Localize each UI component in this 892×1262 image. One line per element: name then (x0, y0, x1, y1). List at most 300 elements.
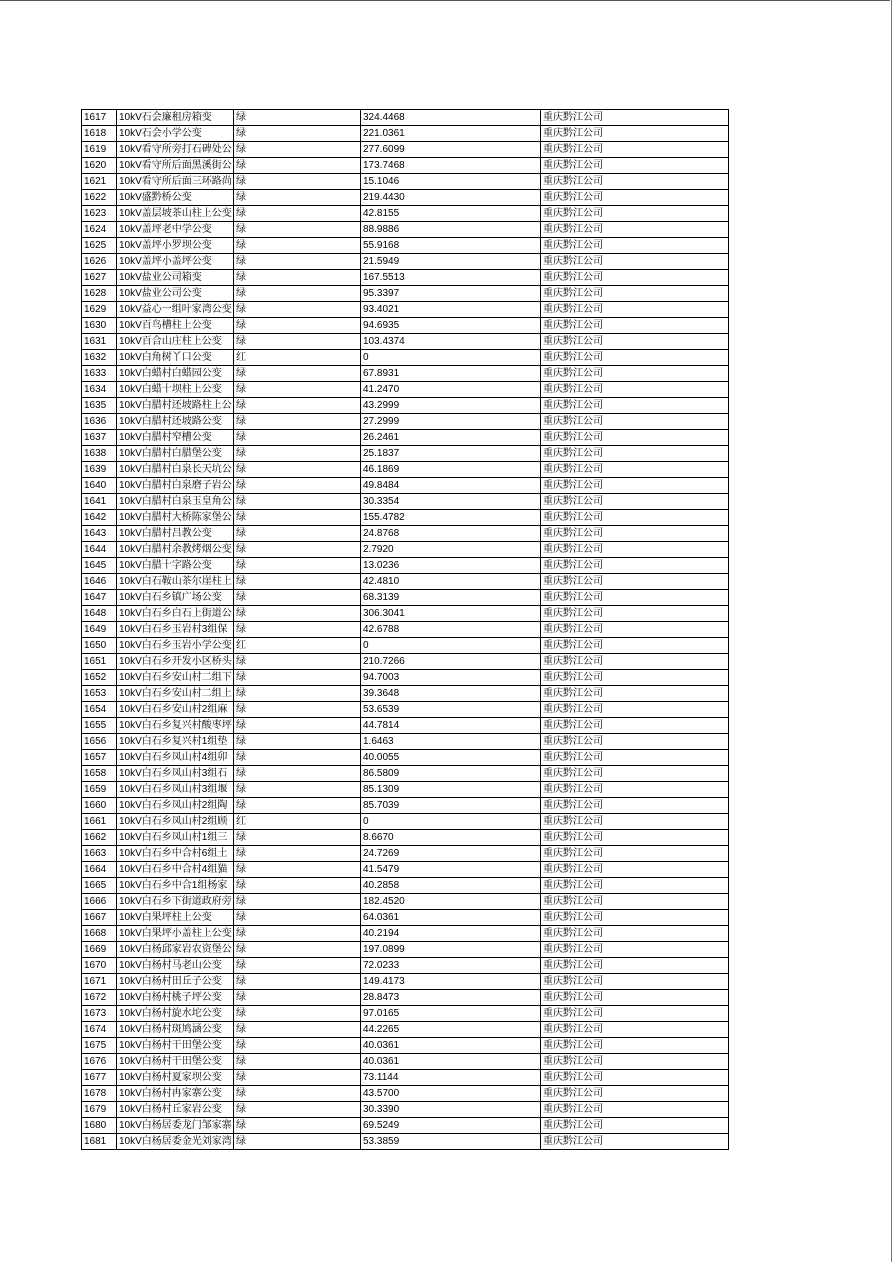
table-row (82, 1102, 729, 1118)
table-row (82, 318, 729, 334)
table-row (82, 718, 729, 734)
table-row (82, 606, 729, 622)
status-color-cell: 绿 (234, 542, 361, 558)
value-cell: 219.4430 (361, 190, 541, 206)
status-color-cell: 绿 (234, 654, 361, 670)
status-color-cell: 绿 (234, 366, 361, 382)
transformer-name-cell: 10kV白杨邱家岩农资堡公 (117, 942, 234, 958)
table-row (82, 766, 729, 782)
table-row (82, 302, 729, 318)
table-row (82, 494, 729, 510)
row-number-cell: 1660 (82, 798, 117, 814)
status-color-cell: 绿 (234, 926, 361, 942)
row-number-cell: 1621 (82, 174, 117, 190)
row-number-cell: 1649 (82, 622, 117, 638)
status-color-cell: 绿 (234, 846, 361, 862)
company-cell: 重庆黔江公司 (541, 142, 729, 158)
company-cell: 重庆黔江公司 (541, 526, 729, 542)
row-number-cell: 1657 (82, 750, 117, 766)
table-row (82, 670, 729, 686)
table-row (82, 654, 729, 670)
table-row (82, 862, 729, 878)
transformer-name-cell: 10kV白杨村夏家坝公变 (117, 1070, 234, 1086)
row-number-cell: 1667 (82, 910, 117, 926)
table-row (82, 334, 729, 350)
table-row (82, 1022, 729, 1038)
status-color-cell: 绿 (234, 750, 361, 766)
transformer-name-cell: 10kV看守所后面黑溪街公 (117, 158, 234, 174)
company-cell: 重庆黔江公司 (541, 366, 729, 382)
status-color-cell: 绿 (234, 398, 361, 414)
table-row (82, 382, 729, 398)
status-color-cell: 绿 (234, 414, 361, 430)
status-color-cell: 绿 (234, 910, 361, 926)
company-cell: 重庆黔江公司 (541, 462, 729, 478)
row-number-cell: 1681 (82, 1134, 117, 1150)
table-row (82, 446, 729, 462)
company-cell: 重庆黔江公司 (541, 334, 729, 350)
row-number-cell: 1624 (82, 222, 117, 238)
table-row (82, 526, 729, 542)
company-cell: 重庆黔江公司 (541, 606, 729, 622)
company-cell: 重庆黔江公司 (541, 1022, 729, 1038)
status-color-cell: 绿 (234, 286, 361, 302)
row-number-cell: 1655 (82, 718, 117, 734)
table-row (82, 638, 729, 654)
table-row (82, 206, 729, 222)
company-cell: 重庆黔江公司 (541, 558, 729, 574)
company-cell: 重庆黔江公司 (541, 1134, 729, 1150)
value-cell: 43.5700 (361, 1086, 541, 1102)
company-cell: 重庆黔江公司 (541, 830, 729, 846)
company-cell: 重庆黔江公司 (541, 494, 729, 510)
row-number-cell: 1629 (82, 302, 117, 318)
value-cell: 42.8155 (361, 206, 541, 222)
company-cell: 重庆黔江公司 (541, 318, 729, 334)
company-cell: 重庆黔江公司 (541, 286, 729, 302)
value-cell: 15.1046 (361, 174, 541, 190)
value-cell: 24.8768 (361, 526, 541, 542)
status-color-cell: 绿 (234, 798, 361, 814)
row-number-cell: 1661 (82, 814, 117, 830)
status-color-cell: 绿 (234, 590, 361, 606)
value-cell: 167.5513 (361, 270, 541, 286)
company-cell: 重庆黔江公司 (541, 974, 729, 990)
table-row (82, 926, 729, 942)
table-row (82, 462, 729, 478)
transformer-name-cell: 10kV白石乡凤山村3组堰 (117, 782, 234, 798)
company-cell: 重庆黔江公司 (541, 926, 729, 942)
value-cell: 324.4468 (361, 110, 541, 126)
table-row (82, 1134, 729, 1150)
row-number-cell: 1651 (82, 654, 117, 670)
status-color-cell: 绿 (234, 1134, 361, 1150)
transformer-name-cell: 10kV白腊村还坡路公变 (117, 414, 234, 430)
company-cell: 重庆黔江公司 (541, 446, 729, 462)
value-cell: 55.9168 (361, 238, 541, 254)
value-cell: 72.0233 (361, 958, 541, 974)
table-row (82, 590, 729, 606)
table-row (82, 574, 729, 590)
row-number-cell: 1632 (82, 350, 117, 366)
row-number-cell: 1627 (82, 270, 117, 286)
table-row (82, 398, 729, 414)
transformer-name-cell: 10kV白石乡凤山村3组石 (117, 766, 234, 782)
transformer-name-cell: 10kV白石乡安山村二组上 (117, 686, 234, 702)
transformer-name-cell: 10kV白腊村白腊堡公变 (117, 446, 234, 462)
status-color-cell: 绿 (234, 446, 361, 462)
transformer-name-cell: 10kV白石乡中合村6组土 (117, 846, 234, 862)
transformer-name-cell: 10kV白腊村窄槽公变 (117, 430, 234, 446)
row-number-cell: 1635 (82, 398, 117, 414)
value-cell: 306.3041 (361, 606, 541, 622)
status-color-cell: 绿 (234, 110, 361, 126)
company-cell: 重庆黔江公司 (541, 238, 729, 254)
status-color-cell: 绿 (234, 1006, 361, 1022)
row-number-cell: 1644 (82, 542, 117, 558)
table-row (82, 686, 729, 702)
row-number-cell: 1647 (82, 590, 117, 606)
value-cell: 149.4173 (361, 974, 541, 990)
value-cell: 210.7266 (361, 654, 541, 670)
company-cell: 重庆黔江公司 (541, 382, 729, 398)
row-number-cell: 1639 (82, 462, 117, 478)
value-cell: 1.6463 (361, 734, 541, 750)
data-table (81, 109, 729, 1150)
row-number-cell: 1645 (82, 558, 117, 574)
company-cell: 重庆黔江公司 (541, 302, 729, 318)
value-cell: 69.5249 (361, 1118, 541, 1134)
company-cell: 重庆黔江公司 (541, 510, 729, 526)
value-cell: 64.0361 (361, 910, 541, 926)
table-row (82, 430, 729, 446)
transformer-name-cell: 10kV白石乡下街道政府旁 (117, 894, 234, 910)
row-number-cell: 1679 (82, 1102, 117, 1118)
table-row (82, 366, 729, 382)
table-row (82, 190, 729, 206)
transformer-name-cell: 10kV白石乡白石上街道公 (117, 606, 234, 622)
transformer-name-cell: 10kV白杨村马老山公变 (117, 958, 234, 974)
company-cell: 重庆黔江公司 (541, 814, 729, 830)
row-number-cell: 1618 (82, 126, 117, 142)
table-row (82, 238, 729, 254)
status-color-cell: 绿 (234, 942, 361, 958)
value-cell: 277.6099 (361, 142, 541, 158)
row-number-cell: 1678 (82, 1086, 117, 1102)
value-cell: 40.2194 (361, 926, 541, 942)
table-row (82, 158, 729, 174)
row-number-cell: 1665 (82, 878, 117, 894)
value-cell: 44.7814 (361, 718, 541, 734)
transformer-name-cell: 10kV白石乡凤山村4组卯 (117, 750, 234, 766)
company-cell: 重庆黔江公司 (541, 798, 729, 814)
status-color-cell: 绿 (234, 526, 361, 542)
value-cell: 13.0236 (361, 558, 541, 574)
value-cell: 73.1144 (361, 1070, 541, 1086)
company-cell: 重庆黔江公司 (541, 254, 729, 270)
value-cell: 94.6935 (361, 318, 541, 334)
transformer-name-cell: 10kV看守所后面三环路尚 (117, 174, 234, 190)
status-color-cell: 绿 (234, 494, 361, 510)
company-cell: 重庆黔江公司 (541, 110, 729, 126)
transformer-name-cell: 10kV白杨村旋水坨公变 (117, 1006, 234, 1022)
value-cell: 40.2858 (361, 878, 541, 894)
status-color-cell: 绿 (234, 974, 361, 990)
row-number-cell: 1652 (82, 670, 117, 686)
value-cell: 30.3390 (361, 1102, 541, 1118)
row-number-cell: 1668 (82, 926, 117, 942)
status-color-cell: 绿 (234, 190, 361, 206)
status-color-cell: 绿 (234, 254, 361, 270)
value-cell: 42.4810 (361, 574, 541, 590)
status-color-cell: 绿 (234, 1022, 361, 1038)
transformer-name-cell: 10kV白腊村余教烤烟公变 (117, 542, 234, 558)
status-color-cell: 绿 (234, 1054, 361, 1070)
table-row (82, 270, 729, 286)
value-cell: 43.2999 (361, 398, 541, 414)
company-cell: 重庆黔江公司 (541, 190, 729, 206)
table-row (82, 174, 729, 190)
transformer-name-cell: 10kV看守所旁打石碑处公 (117, 142, 234, 158)
row-number-cell: 1664 (82, 862, 117, 878)
table-row (82, 910, 729, 926)
row-number-cell: 1630 (82, 318, 117, 334)
company-cell: 重庆黔江公司 (541, 782, 729, 798)
transformer-name-cell: 10kV白石乡中合1组杨家 (117, 878, 234, 894)
transformer-name-cell: 10kV白石乡安山村二组下 (117, 670, 234, 686)
transformer-name-cell: 10kV白腊村白泉磨子岩公 (117, 478, 234, 494)
status-color-cell: 绿 (234, 878, 361, 894)
company-cell: 重庆黔江公司 (541, 894, 729, 910)
transformer-name-cell: 10kV白腊十字路公变 (117, 558, 234, 574)
row-number-cell: 1631 (82, 334, 117, 350)
value-cell: 0 (361, 350, 541, 366)
company-cell: 重庆黔江公司 (541, 878, 729, 894)
transformer-name-cell: 10kV白杨村冉家寨公变 (117, 1086, 234, 1102)
company-cell: 重庆黔江公司 (541, 270, 729, 286)
value-cell: 28.8473 (361, 990, 541, 1006)
value-cell: 42.6788 (361, 622, 541, 638)
company-cell: 重庆黔江公司 (541, 910, 729, 926)
status-color-cell: 绿 (234, 622, 361, 638)
status-color-cell: 绿 (234, 158, 361, 174)
row-number-cell: 1663 (82, 846, 117, 862)
table-row (82, 110, 729, 126)
table-row (82, 542, 729, 558)
value-cell: 68.3139 (361, 590, 541, 606)
table-row (82, 894, 729, 910)
value-cell: 41.5479 (361, 862, 541, 878)
value-cell: 2.7920 (361, 542, 541, 558)
value-cell: 21.5949 (361, 254, 541, 270)
company-cell: 重庆黔江公司 (541, 846, 729, 862)
row-number-cell: 1666 (82, 894, 117, 910)
value-cell: 40.0361 (361, 1038, 541, 1054)
transformer-name-cell: 10kV白石鞍山茶尔崖柱上 (117, 574, 234, 590)
transformer-name-cell: 10kV盛黔桥公变 (117, 190, 234, 206)
status-color-cell: 绿 (234, 894, 361, 910)
table-body (82, 110, 729, 1150)
transformer-name-cell: 10kV白杨村丘家岩公变 (117, 1102, 234, 1118)
transformer-name-cell: 10kV盖坪老中学公变 (117, 222, 234, 238)
value-cell: 0 (361, 814, 541, 830)
value-cell: 67.8931 (361, 366, 541, 382)
company-cell: 重庆黔江公司 (541, 1070, 729, 1086)
transformer-name-cell: 10kV白果坪柱上公变 (117, 910, 234, 926)
value-cell: 85.1309 (361, 782, 541, 798)
company-cell: 重庆黔江公司 (541, 590, 729, 606)
table-row (82, 622, 729, 638)
row-number-cell: 1671 (82, 974, 117, 990)
value-cell: 93.4021 (361, 302, 541, 318)
transformer-name-cell: 10kV白杨村斑鸠涵公变 (117, 1022, 234, 1038)
table-row (82, 990, 729, 1006)
value-cell: 39.3648 (361, 686, 541, 702)
transformer-name-cell: 10kV白蜡村白蜡园公变 (117, 366, 234, 382)
value-cell: 53.3859 (361, 1134, 541, 1150)
company-cell: 重庆黔江公司 (541, 174, 729, 190)
status-color-cell: 绿 (234, 430, 361, 446)
table-row (82, 958, 729, 974)
status-color-cell: 绿 (234, 766, 361, 782)
value-cell: 25.1837 (361, 446, 541, 462)
status-color-cell: 绿 (234, 238, 361, 254)
row-number-cell: 1617 (82, 110, 117, 126)
value-cell: 27.2999 (361, 414, 541, 430)
transformer-name-cell: 10kV盐业公司公变 (117, 286, 234, 302)
table-row (82, 1118, 729, 1134)
row-number-cell: 1650 (82, 638, 117, 654)
company-cell: 重庆黔江公司 (541, 638, 729, 654)
table-row (82, 1006, 729, 1022)
table-row (82, 558, 729, 574)
value-cell: 197.0899 (361, 942, 541, 958)
transformer-name-cell: 10kV白角树丫口公变 (117, 350, 234, 366)
transformer-name-cell: 10kV白杨居委龙门邹家寨 (117, 1118, 234, 1134)
table-row (82, 846, 729, 862)
company-cell: 重庆黔江公司 (541, 398, 729, 414)
company-cell: 重庆黔江公司 (541, 542, 729, 558)
company-cell: 重庆黔江公司 (541, 686, 729, 702)
table-row (82, 750, 729, 766)
table-row (82, 142, 729, 158)
status-color-cell: 绿 (234, 1102, 361, 1118)
status-color-cell: 绿 (234, 718, 361, 734)
value-cell: 40.0361 (361, 1054, 541, 1070)
status-color-cell: 绿 (234, 686, 361, 702)
status-color-cell: 绿 (234, 478, 361, 494)
value-cell: 85.7039 (361, 798, 541, 814)
company-cell: 重庆黔江公司 (541, 574, 729, 590)
transformer-name-cell: 10kV白石乡凤山村1组三 (117, 830, 234, 846)
status-color-cell: 绿 (234, 958, 361, 974)
status-color-cell: 绿 (234, 174, 361, 190)
transformer-name-cell: 10kV白石乡玉岩小学公变 (117, 638, 234, 654)
table-row (82, 1070, 729, 1086)
transformer-name-cell: 10kV盖坪小罗坝公变 (117, 238, 234, 254)
row-number-cell: 1659 (82, 782, 117, 798)
status-color-cell: 绿 (234, 462, 361, 478)
row-number-cell: 1620 (82, 158, 117, 174)
row-number-cell: 1633 (82, 366, 117, 382)
transformer-name-cell: 10kV白腊村白泉玉皇角公 (117, 494, 234, 510)
row-number-cell: 1637 (82, 430, 117, 446)
company-cell: 重庆黔江公司 (541, 158, 729, 174)
row-number-cell: 1672 (82, 990, 117, 1006)
status-color-cell: 红 (234, 814, 361, 830)
table-row (82, 1086, 729, 1102)
status-color-cell: 绿 (234, 1118, 361, 1134)
company-cell: 重庆黔江公司 (541, 1038, 729, 1054)
transformer-name-cell: 10kV白腊村吕教公变 (117, 526, 234, 542)
company-cell: 重庆黔江公司 (541, 766, 729, 782)
status-color-cell: 绿 (234, 862, 361, 878)
value-cell: 24.7269 (361, 846, 541, 862)
status-color-cell: 绿 (234, 990, 361, 1006)
status-color-cell: 绿 (234, 1086, 361, 1102)
row-number-cell: 1654 (82, 702, 117, 718)
transformer-name-cell: 10kV白石乡开发小区桥头 (117, 654, 234, 670)
row-number-cell: 1623 (82, 206, 117, 222)
transformer-name-cell: 10kV白石乡复兴村酸枣坪 (117, 718, 234, 734)
status-color-cell: 绿 (234, 318, 361, 334)
value-cell: 46.1869 (361, 462, 541, 478)
company-cell: 重庆黔江公司 (541, 222, 729, 238)
company-cell: 重庆黔江公司 (541, 350, 729, 366)
status-color-cell: 绿 (234, 782, 361, 798)
status-color-cell: 绿 (234, 670, 361, 686)
row-number-cell: 1669 (82, 942, 117, 958)
status-color-cell: 绿 (234, 142, 361, 158)
value-cell: 49.8484 (361, 478, 541, 494)
table-row (82, 414, 729, 430)
company-cell: 重庆黔江公司 (541, 1118, 729, 1134)
table-row (82, 782, 729, 798)
value-cell: 8.6670 (361, 830, 541, 846)
value-cell: 182.4520 (361, 894, 541, 910)
transformer-name-cell: 10kV白石乡凤山村2组陶 (117, 798, 234, 814)
status-color-cell: 绿 (234, 558, 361, 574)
row-number-cell: 1675 (82, 1038, 117, 1054)
row-number-cell: 1622 (82, 190, 117, 206)
status-color-cell: 绿 (234, 830, 361, 846)
row-number-cell: 1640 (82, 478, 117, 494)
table-row (82, 942, 729, 958)
transformer-name-cell: 10kV盖层坡茶山柱上公变 (117, 206, 234, 222)
value-cell: 103.4374 (361, 334, 541, 350)
page-top-border (0, 0, 890, 1)
company-cell: 重庆黔江公司 (541, 478, 729, 494)
transformer-name-cell: 10kV白果坪小盖柱上公变 (117, 926, 234, 942)
row-number-cell: 1628 (82, 286, 117, 302)
row-number-cell: 1673 (82, 1006, 117, 1022)
value-cell: 221.0361 (361, 126, 541, 142)
row-number-cell: 1670 (82, 958, 117, 974)
value-cell: 86.5809 (361, 766, 541, 782)
transformer-name-cell: 10kV白石乡复兴村1组垫 (117, 734, 234, 750)
status-color-cell: 绿 (234, 1070, 361, 1086)
transformer-name-cell: 10kV盖坪小盖坪公变 (117, 254, 234, 270)
status-color-cell: 绿 (234, 510, 361, 526)
company-cell: 重庆黔江公司 (541, 750, 729, 766)
value-cell: 88.9886 (361, 222, 541, 238)
row-number-cell: 1642 (82, 510, 117, 526)
value-cell: 44.2265 (361, 1022, 541, 1038)
status-color-cell: 绿 (234, 382, 361, 398)
status-color-cell: 红 (234, 350, 361, 366)
row-number-cell: 1656 (82, 734, 117, 750)
table-row (82, 126, 729, 142)
